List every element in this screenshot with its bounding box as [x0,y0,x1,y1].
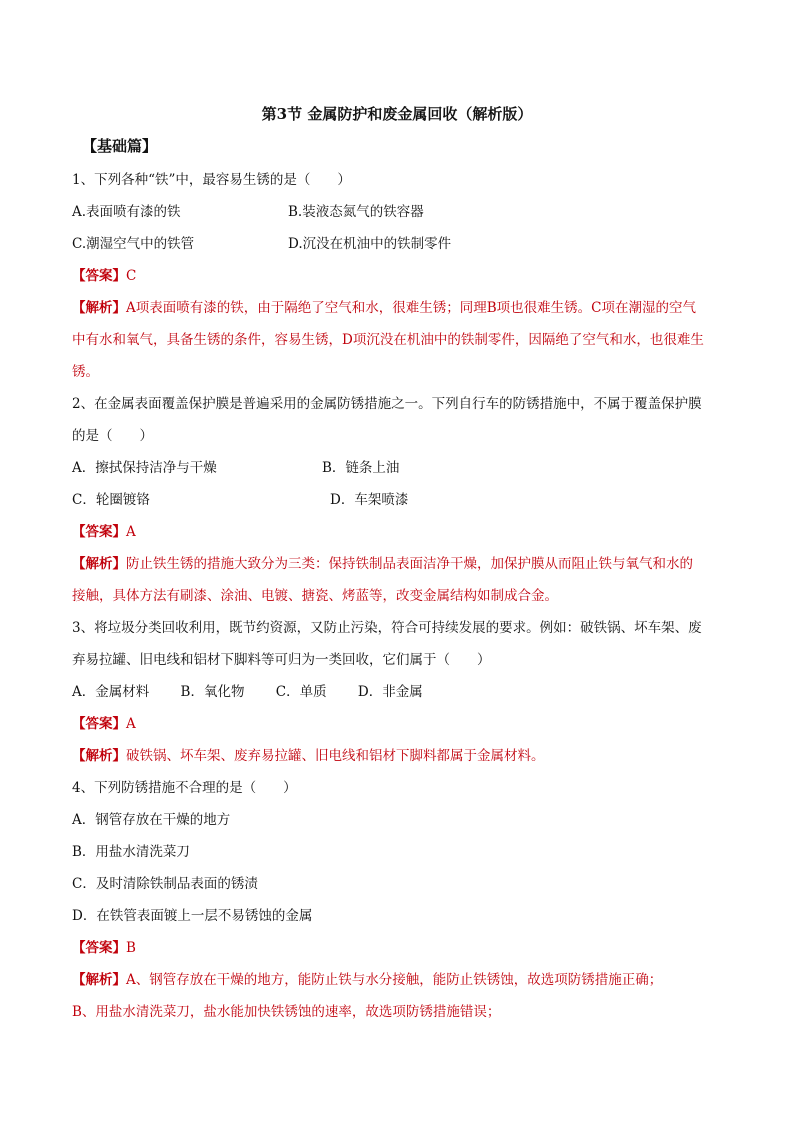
q3-answer-value: A [126,716,136,732]
q1-analysis-text-1: A项表面喷有漆的铁，由于隔绝了空气和水，很难生锈；同理B项也很难生锈。C项在潮湿的空气 [126,300,696,316]
q1-answer-value: C [126,268,137,284]
q1-stem: 1、下列各种“铁”中，最容易生锈的是（ ） [72,172,351,188]
q2-stem-line-1: 2、在金属表面覆盖保护膜是普遍采用的金属防锈措施之一。下列自行车的防锈措施中，不属于覆盖保护膜 [72,396,702,412]
q3-analysis-text: 破铁锅、坏车架、废弃易拉罐、旧电线和铝材下脚料都属于金属材料。 [126,748,545,764]
page-title: 第3节 金属防护和废金属回收（解析版） [261,105,533,123]
q2-answer [72,520,136,540]
analysis-label: 【解析】 [72,972,126,988]
q3-stem-line-2: 弃易拉罐、旧电线和铝材下脚料等可归为一类回收，它们属于（ ） [72,652,491,668]
analysis-label: 【解析】 [72,300,126,316]
answer-label: 【答案】 [72,716,126,732]
q3-stem-line-1: 3、将垃圾分类回收利用，既节约资源，又防止污染，符合可持续发展的要求。例如：破铁锅、坏车架、废 [72,620,702,636]
q2-analysis-text-1: 防止铁生锈的措施大致分为三类：保持铁制品表面洁净干燥，加保护膜从而阻止铁与氧气和水的 [126,556,693,572]
q1-answer [72,264,136,284]
q2-option-c: C．轮圈镀铬 [72,492,150,508]
q3-options: A．金属材料 B．氧化物 C．单质 D．非金属 [72,684,423,700]
q4-option-c: C．及时清除铁制品表面的锈渍 [72,876,258,892]
q1-option-a: A.表面喷有漆的铁 [72,204,181,220]
q2-stem-line-2: 的是（ ） [72,428,153,444]
q4-answer [72,936,136,956]
answer-label: 【答案】 [72,940,126,956]
section-heading: 【基础篇】 [82,137,158,155]
q1-option-b: B.装液态氮气的铁容器 [288,204,424,220]
q4-analysis-line-2: B、用盐水清洗菜刀，盐水能加快铁锈蚀的速率，故选项防锈措施错误； [72,1004,501,1020]
answer-label: 【答案】 [72,268,126,284]
q2-option-d: D．车架喷漆 [330,492,409,508]
q1-analysis-line-1 [72,296,696,316]
q1-analysis-line-2: 中有水和氧气，具备生锈的条件，容易生锈，D项沉没在机油中的铁制零件，因隔绝了空气和水，也很难生 [72,332,704,348]
q4-stem: 4、下列防锈措施不合理的是（ ） [72,780,297,796]
q1-analysis-line-3: 锈。 [72,364,99,380]
q4-option-d: D．在铁管表面镀上一层不易锈蚀的金属 [72,908,313,924]
q3-answer [72,712,136,732]
q4-option-b: B．用盐水清洗菜刀 [72,844,190,860]
q4-option-a: A．钢管存放在干燥的地方 [72,812,231,828]
analysis-label: 【解析】 [72,556,126,572]
q1-option-d: D.沉没在机油中的铁制零件 [288,236,452,252]
q2-option-a: A．擦拭保持洁净与干燥 [72,460,217,476]
q2-analysis-line-1 [72,552,693,572]
q4-analysis-text-1: A、钢管存放在干燥的地方，能防止铁与水分接触，能防止铁锈蚀，故选项防锈措施正确； [126,972,663,988]
q2-analysis-line-2: 接触，具体方法有刷漆、涂油、电镀、搪瓷、烤蓝等，改变金属结构如制成合金。 [72,588,558,604]
answer-label: 【答案】 [72,524,126,540]
q2-answer-value: A [126,524,136,540]
q4-analysis-line-1 [72,968,662,988]
q1-option-c: C.潮湿空气中的铁管 [72,236,195,252]
q3-analysis-line-1 [72,744,545,764]
analysis-label: 【解析】 [72,748,126,764]
q2-option-b: B．链条上油 [322,460,400,476]
q4-answer-value: B [126,940,136,956]
